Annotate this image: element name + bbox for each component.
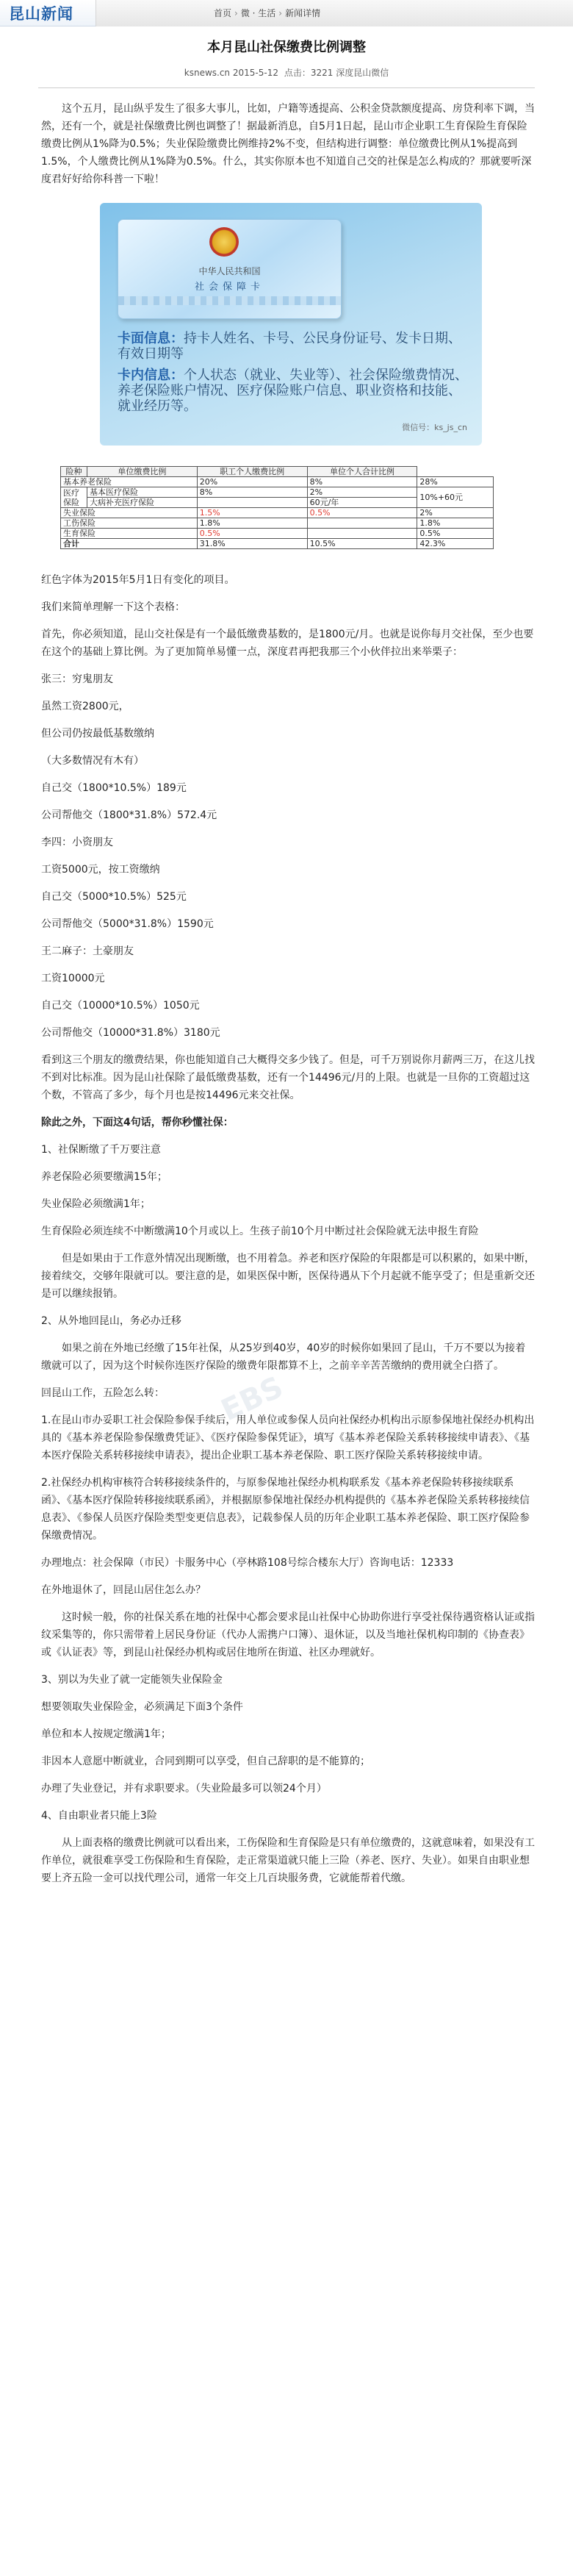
table-row: [61, 487, 494, 498]
table-cell: 60元/年: [307, 498, 417, 508]
top-bar: [0, 0, 573, 26]
table-cell: 合计: [61, 539, 198, 549]
table-cell-changed: 1.5%: [197, 508, 307, 518]
table-row: [61, 508, 494, 518]
paragraph: 我们来简单理解一下这个表格：: [41, 601, 185, 613]
table-cell: 31.8%: [197, 539, 307, 549]
meta-source: ksnews.cn: [184, 68, 231, 78]
paragraph: （大多数情况有木有）: [41, 755, 144, 767]
card-info-text: [118, 331, 470, 420]
table-cell: 20%: [197, 477, 307, 487]
paragraph: 单位和本人按规定缴满1年；: [41, 1728, 171, 1740]
table-cell: 1.8%: [197, 518, 307, 529]
paragraph: 自己交（1800*10.5%）189元: [41, 782, 187, 794]
meta-clicks: 3221: [310, 68, 334, 78]
table-header: 职工个人缴费比例: [197, 467, 307, 477]
national-emblem-icon: [209, 227, 239, 257]
paragraph: 失业保险必须缴满1年；: [41, 1198, 151, 1210]
image-watermark: 微信号：ks_js_cn: [402, 423, 467, 432]
paragraph: 生育保险必须连续不中断缴满10个月或以上。生孩子前10个月中断过社会保险就无法申报生育险: [41, 1226, 479, 1237]
paragraph: 王二麻子：土豪朋友: [41, 945, 134, 957]
table-cell: [197, 498, 307, 508]
social-security-card-image: [100, 203, 482, 446]
paragraph: 养老保险必须要缴满15年；: [41, 1171, 167, 1183]
article-header: [0, 26, 573, 83]
table-cell: 1.8%: [417, 518, 494, 529]
paragraph: 1.在昆山市办妥职工社会保险参保手续后，用人单位或参保人员向社保经办机构出示原参保地社保经办机构出具的《基本养老保险参保缴费凭证》、《医疗保险参保凭证》，填写《基本养老保险关系转移接续申请表》、《基本医疗保险关系转移接续申请表》，提出企业职工基本养老保险、职工医疗保险关系转移接续申请。: [41, 1414, 535, 1461]
article-body: [0, 100, 573, 1887]
paragraph: 1、社保断缴了千万要注意: [41, 1144, 161, 1156]
paragraph: 虽然工资2800元，: [41, 701, 129, 712]
paragraph: 张三：穷鬼朋友: [41, 673, 113, 685]
inner-info-label: 卡内信息：: [118, 368, 184, 383]
paragraph: 红色字体为2015年5月1日有变化的项目。: [41, 574, 235, 586]
lead-paragraph: 这个五月，昆山纵乎发生了很多大事儿，比如，户籍等透提高、公积金贷款额度提高、房贷利率下调，当然，还有一个，就是社保缴费比例也调整了！据最新消息，自5月1日起，昆山市企业职工生育保险生育保险缴费比例从1%降为0.5%；失业保险缴费比例维持2%不变，但结构进行调整：单位缴费比例从1%提高到1.5%，个人缴费比例从1%降为0.5%。什么，其实你原本也不知道自己交的社保是怎么构成的？那就要听深度君好好给你科普一下啦！: [41, 103, 535, 185]
table-cell: 10%+60元: [417, 487, 494, 508]
table-row: [61, 539, 494, 549]
table-cell: 8%: [197, 487, 307, 498]
card-graphic: [118, 219, 342, 319]
paragraph: 2.社保经办机构审核符合转移接续条件的，与原参保地社保经办机构联系发《基本养老保险转移接续联系函》、《基本医疗保险转移接续联系函》，并根据原参保地社保经办机构提供的《基本养老保险关系转移接续信息表》、《参保人员医疗保险类型变更信息表》，记载参保人员的历年企业职工基本养老保险、职工医疗保险参保缴费情况。: [41, 1477, 530, 1542]
paragraph: 想要领取失业保险金，必须满足下面3个条件: [41, 1701, 243, 1713]
table-cell: 42.3%: [417, 539, 494, 549]
table-cell: 8%: [307, 477, 417, 487]
paragraph: 办理了失业登记，并有求职要求。（失业险最多可以领24个月）: [41, 1783, 327, 1795]
table-cell: 工伤保险: [61, 518, 198, 529]
table-cell: 生育保险: [61, 529, 198, 539]
breadcrumb: [96, 0, 573, 26]
paragraph: 在外地退休了，回昆山居住怎么办？: [41, 1584, 206, 1596]
paragraph: 自己交（10000*10.5%）1050元: [41, 1000, 200, 1012]
paragraph: 公司帮他交（5000*31.8%）1590元: [41, 918, 214, 930]
paragraph: 看到这三个朋友的缴费结果，你也能知道自己大概得交多少钱了。但是，可千万别说你月薪两三万，在这儿找不到对比标准。因为昆山社保除了最低缴费基数，还有一个14496元/月的上限。也就是一旦你的工资超过这个数，不管高了多少，每个月也是按14496元来交社保。: [41, 1054, 535, 1101]
paragraph: 但是如果由于工作意外情况出现断缴，也不用着急。养老和医疗保险的年限都是可以积累的，如果中断，接着续交，交够年限就可以。要注意的是，如果医保中断，医保待遇从下个月起就不能享受了；但是重新交还是可以继续报销。: [41, 1253, 535, 1300]
paragraph: 首先，你必须知道，昆山交社保是有一个最低缴费基数的，是1800元/月。也就是说你每月交社保，至少也要在这个的基础上算比例。为了更加简单易懂一点，深度君再把我那三个小伙伴拉出来举栗子：: [41, 629, 534, 658]
paragraph: 非因本人意愿中断就业，合同到期可以享受，但自己辞职的是不能算的；: [41, 1756, 370, 1767]
table-cell: 医疗保险: [61, 487, 87, 508]
table-header: 单位缴费比例: [87, 467, 198, 477]
paragraph: 工资10000元: [41, 973, 105, 984]
table-header: 险种: [61, 467, 87, 477]
table-cell: 2%: [307, 487, 417, 498]
table-row: [61, 477, 494, 487]
paragraph: 如果之前在外地已经缴了15年社保，从25岁到40岁，40岁的时候你如果回了昆山，千万不要以为接着缴就可以了，因为这个时候你连医疗保险的缴费年限都算不上，之前辛辛苦苦缴纳的费用就全白搭了。: [41, 1342, 526, 1372]
front-info-text: 持卡人姓名、卡号、公民身份证号、发卡日期、有效日期等: [118, 331, 461, 362]
paragraph: 2、从外地回昆山，务必办迁移: [41, 1315, 181, 1327]
paragraph: 公司帮他交（1800*31.8%）572.4元: [41, 809, 217, 821]
site-logo[interactable]: 昆山新闻: [9, 4, 73, 23]
meta-date: 2015-5-12: [232, 68, 278, 78]
table-cell-changed: 0.5%: [307, 508, 417, 518]
article-meta: [0, 66, 573, 79]
contribution-rate-table: [60, 466, 494, 549]
card-stripe: [118, 296, 341, 305]
paragraph: 李四：小资朋友: [41, 837, 113, 848]
paragraph: 公司帮他交（10000*31.8%）3180元: [41, 1027, 220, 1039]
table-row: [61, 529, 494, 539]
table-cell: 基本养老保险: [61, 477, 198, 487]
table-cell-changed: 0.5%: [197, 529, 307, 539]
table-cell: 28%: [417, 477, 494, 487]
table-header-row: [61, 467, 494, 477]
forum-watermark: EBS: [216, 1370, 289, 1428]
paragraph: 工资5000元，按工资缴纳: [41, 864, 160, 876]
breadcrumb-separator: ›: [278, 7, 283, 18]
paragraph: 办理地点：社会保障（市民）卡服务中心（亭林路108号综合楼东大厅）咨询电话：12333: [41, 1557, 454, 1569]
breadcrumb-separator: ›: [234, 7, 238, 18]
front-info-label: 卡面信息：: [118, 331, 184, 346]
table-cell: 10.5%: [307, 539, 417, 549]
table-header: 单位个人合计比例: [307, 467, 417, 477]
table-cell: [307, 518, 417, 529]
paragraph: 回昆山工作，五险怎么转：: [41, 1387, 165, 1399]
table-cell: 失业保险: [61, 508, 198, 518]
section-heading: 除此之外，下面这4句话，帮你秒懂社保：: [41, 1117, 234, 1128]
table-cell: 0.5%: [417, 529, 494, 539]
table-cell: 基本医疗保险: [87, 487, 198, 498]
divider: [38, 87, 535, 88]
paragraph: 这时候一般，你的社保关系在地的社保中心都会要求昆山社保中心协助你进行享受社保待遇资格认证或指纹采集等的，你只需带着上居民身份证（代办人需携户口簿）、退休证，以及当地社保机构印制的《协查表》或《认证表》等，到昆山社保经办机构或居住地所在街道、社区办理就好。: [41, 1611, 535, 1659]
table-cell: 大病补充医疗保险: [87, 498, 198, 508]
table-cell: [307, 529, 417, 539]
inner-info-text: 个人状态（就业、失业等）、社会保险缴费情况、养老保险账户情况、医疗保险账户信息、职业资格和技能、就业经历等。: [118, 368, 468, 414]
meta-author: 深度昆山微信: [336, 68, 389, 78]
card-name: 社会保障卡: [194, 282, 264, 293]
meta-clicks-label: 点击：: [284, 68, 311, 78]
card-issuer: 中华人民共和国: [198, 266, 261, 276]
paragraph: 3、别以为失业了就一定能领失业保险金: [41, 1674, 223, 1686]
breadcrumb-home[interactable]: 首页: [214, 8, 232, 18]
paragraph: 从上面表格的缴费比例就可以看出来，工伤保险和生育保险是只有单位缴费的，这就意味着，如果没有工作单位，就很难享受工伤保险和生育保险，走正常渠道就只能上三险（养老、医疗、失业）。如果自由职业想要上齐五险一金可以找代理公司，通常一年交上几百块服务费，它就能帮着代缴。: [41, 1837, 535, 1884]
breadcrumb-life[interactable]: 微 · 生活: [240, 8, 276, 18]
paragraph: 自己交（5000*10.5%）525元: [41, 891, 187, 903]
paragraph: 但公司仍按最低基数缴纳: [41, 728, 154, 740]
breadcrumb-current: 新闻详情: [285, 8, 321, 18]
table-row: [61, 518, 494, 529]
article-title: 本月昆山社保缴费比例调整: [207, 40, 366, 55]
paragraph: 4、自由职业者只能上3险: [41, 1810, 157, 1822]
table-cell: 2%: [417, 508, 494, 518]
